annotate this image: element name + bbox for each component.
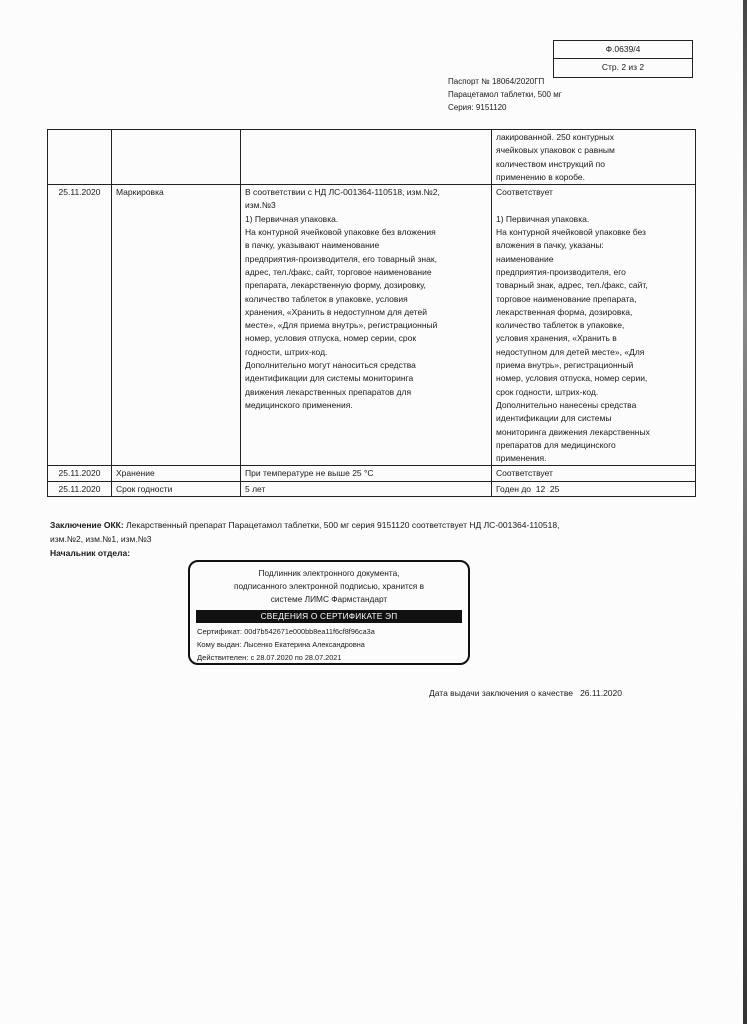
certificate-row	[197, 626, 375, 637]
row-requirement: При температуре не выше 25 °С	[241, 466, 492, 481]
row-date: 25.11.2020	[48, 185, 112, 466]
form-code: Ф.0639/4	[605, 44, 641, 54]
certificate-value: 00d7b542671e000bb8ea11f6cf8f96ca3a	[244, 627, 375, 636]
issued-to-value: Лысенко Екатерина Александровна	[243, 640, 365, 649]
issue-date-value: 26.11.2020	[580, 688, 622, 698]
issued-to-row	[197, 639, 365, 650]
row-date: 25.11.2020	[48, 481, 112, 496]
certificate-info-banner: СВЕДЕНИЯ О СЕРТИФИКАТЕ ЭП	[196, 610, 462, 623]
row-parameter: Хранение	[112, 466, 241, 481]
table-row	[48, 481, 696, 496]
conclusion-text-continued: изм.№2, изм.№1, изм.№3	[50, 534, 152, 544]
product-name: Парацетамол таблетки, 500 мг	[448, 90, 562, 99]
certificate-label: Сертификат:	[197, 627, 243, 636]
row-result: Годен до 12 25	[492, 481, 696, 496]
table-row	[48, 185, 696, 466]
series-number: Серия: 9151120	[448, 103, 507, 112]
table-row	[48, 130, 696, 185]
department-head-label: Начальник отдела:	[50, 548, 131, 558]
conclusion-text: Лекарственный препарат Парацетамол таблетки, 500 мг серия 9151120 соответствует НД ЛС-001364-110518,	[123, 520, 560, 530]
row-result: Соответствует 1) Первичная упаковка. На контурной ячейковой упаковке без вложения в пачку, указаны: наименование предприятия-производителя, его товарный знак, адрес, тел./факс, сайт, торговое наименование препарата, лекарственная форма, дозировка, количество таблеток в упаковке, условия хранения, «Хранить в недоступном для детей месте», «Для приема внутрь», регистрационный номер, условия отпуска, номер серии, срок годности, штрих-код. Дополнительно нанесены средства идентификации для системы мониторинга движения лекарственных препаратов для медицинского применения.	[492, 185, 696, 466]
stamp-line-2: подписанного электронной подписью, хранится в	[233, 581, 425, 591]
row-parameter: Маркировка	[112, 185, 241, 466]
qc-conclusion	[50, 518, 610, 560]
row-parameter: Срок годности	[112, 481, 241, 496]
page-number: Стр. 2 из 2	[554, 58, 692, 76]
issued-to-label: Кому выдан:	[197, 640, 242, 649]
row-date: 25.11.2020	[48, 466, 112, 481]
stamp-line-3: системе ЛИМС Фармстандарт	[270, 594, 388, 604]
test-results-table	[47, 129, 696, 497]
row-requirement: В соответствии с НД ЛС-001364-110518, изм.№2, изм.№3 1) Первичная упаковка. На контурной ячейковой упаковке без вложения в пачку, указывают наименование предприятия-производителя, его товарный знак, адрес, тел./факс, сайт, торговое наименование препарата, лекарственную форму, дозировку, количество таблеток в упаковке, условия хранения, «Хранить в недоступном для детей месте», «Для приема внутрь», регистрационный номер, условия отпуска, номер серии, срок годности, штрих-код. Дополнительно могут наноситься средства идентификации для системы мониторинга движения лекарственных препаратов для медицинского применения.	[241, 185, 492, 466]
valid-row	[197, 652, 341, 663]
conclusion-label: Заключение ОКК:	[50, 520, 124, 530]
table-row	[48, 466, 696, 481]
row-requirement: 5 лет	[241, 481, 492, 496]
form-code-box	[553, 40, 693, 78]
valid-value: с 28.07.2020 по 28.07.2021	[250, 653, 342, 662]
row-result: Соответствует	[492, 466, 696, 481]
valid-label: Действителен:	[197, 653, 249, 662]
scan-edge	[743, 0, 747, 1024]
row-date	[48, 130, 112, 185]
row-parameter	[112, 130, 241, 185]
passport-number: Паспорт № 18064/2020ГП	[448, 77, 545, 86]
row-result: лакированной. 250 контурных ячейковых упаковок с равным количеством инструкций по применению в коробе.	[492, 130, 696, 185]
electronic-signature-stamp	[188, 560, 470, 665]
issue-date-line	[429, 688, 622, 698]
row-requirement	[241, 130, 492, 185]
stamp-line-1: Подлинник электронного документа,	[258, 568, 400, 578]
issue-date-label: Дата выдачи заключения о качестве	[429, 688, 573, 698]
